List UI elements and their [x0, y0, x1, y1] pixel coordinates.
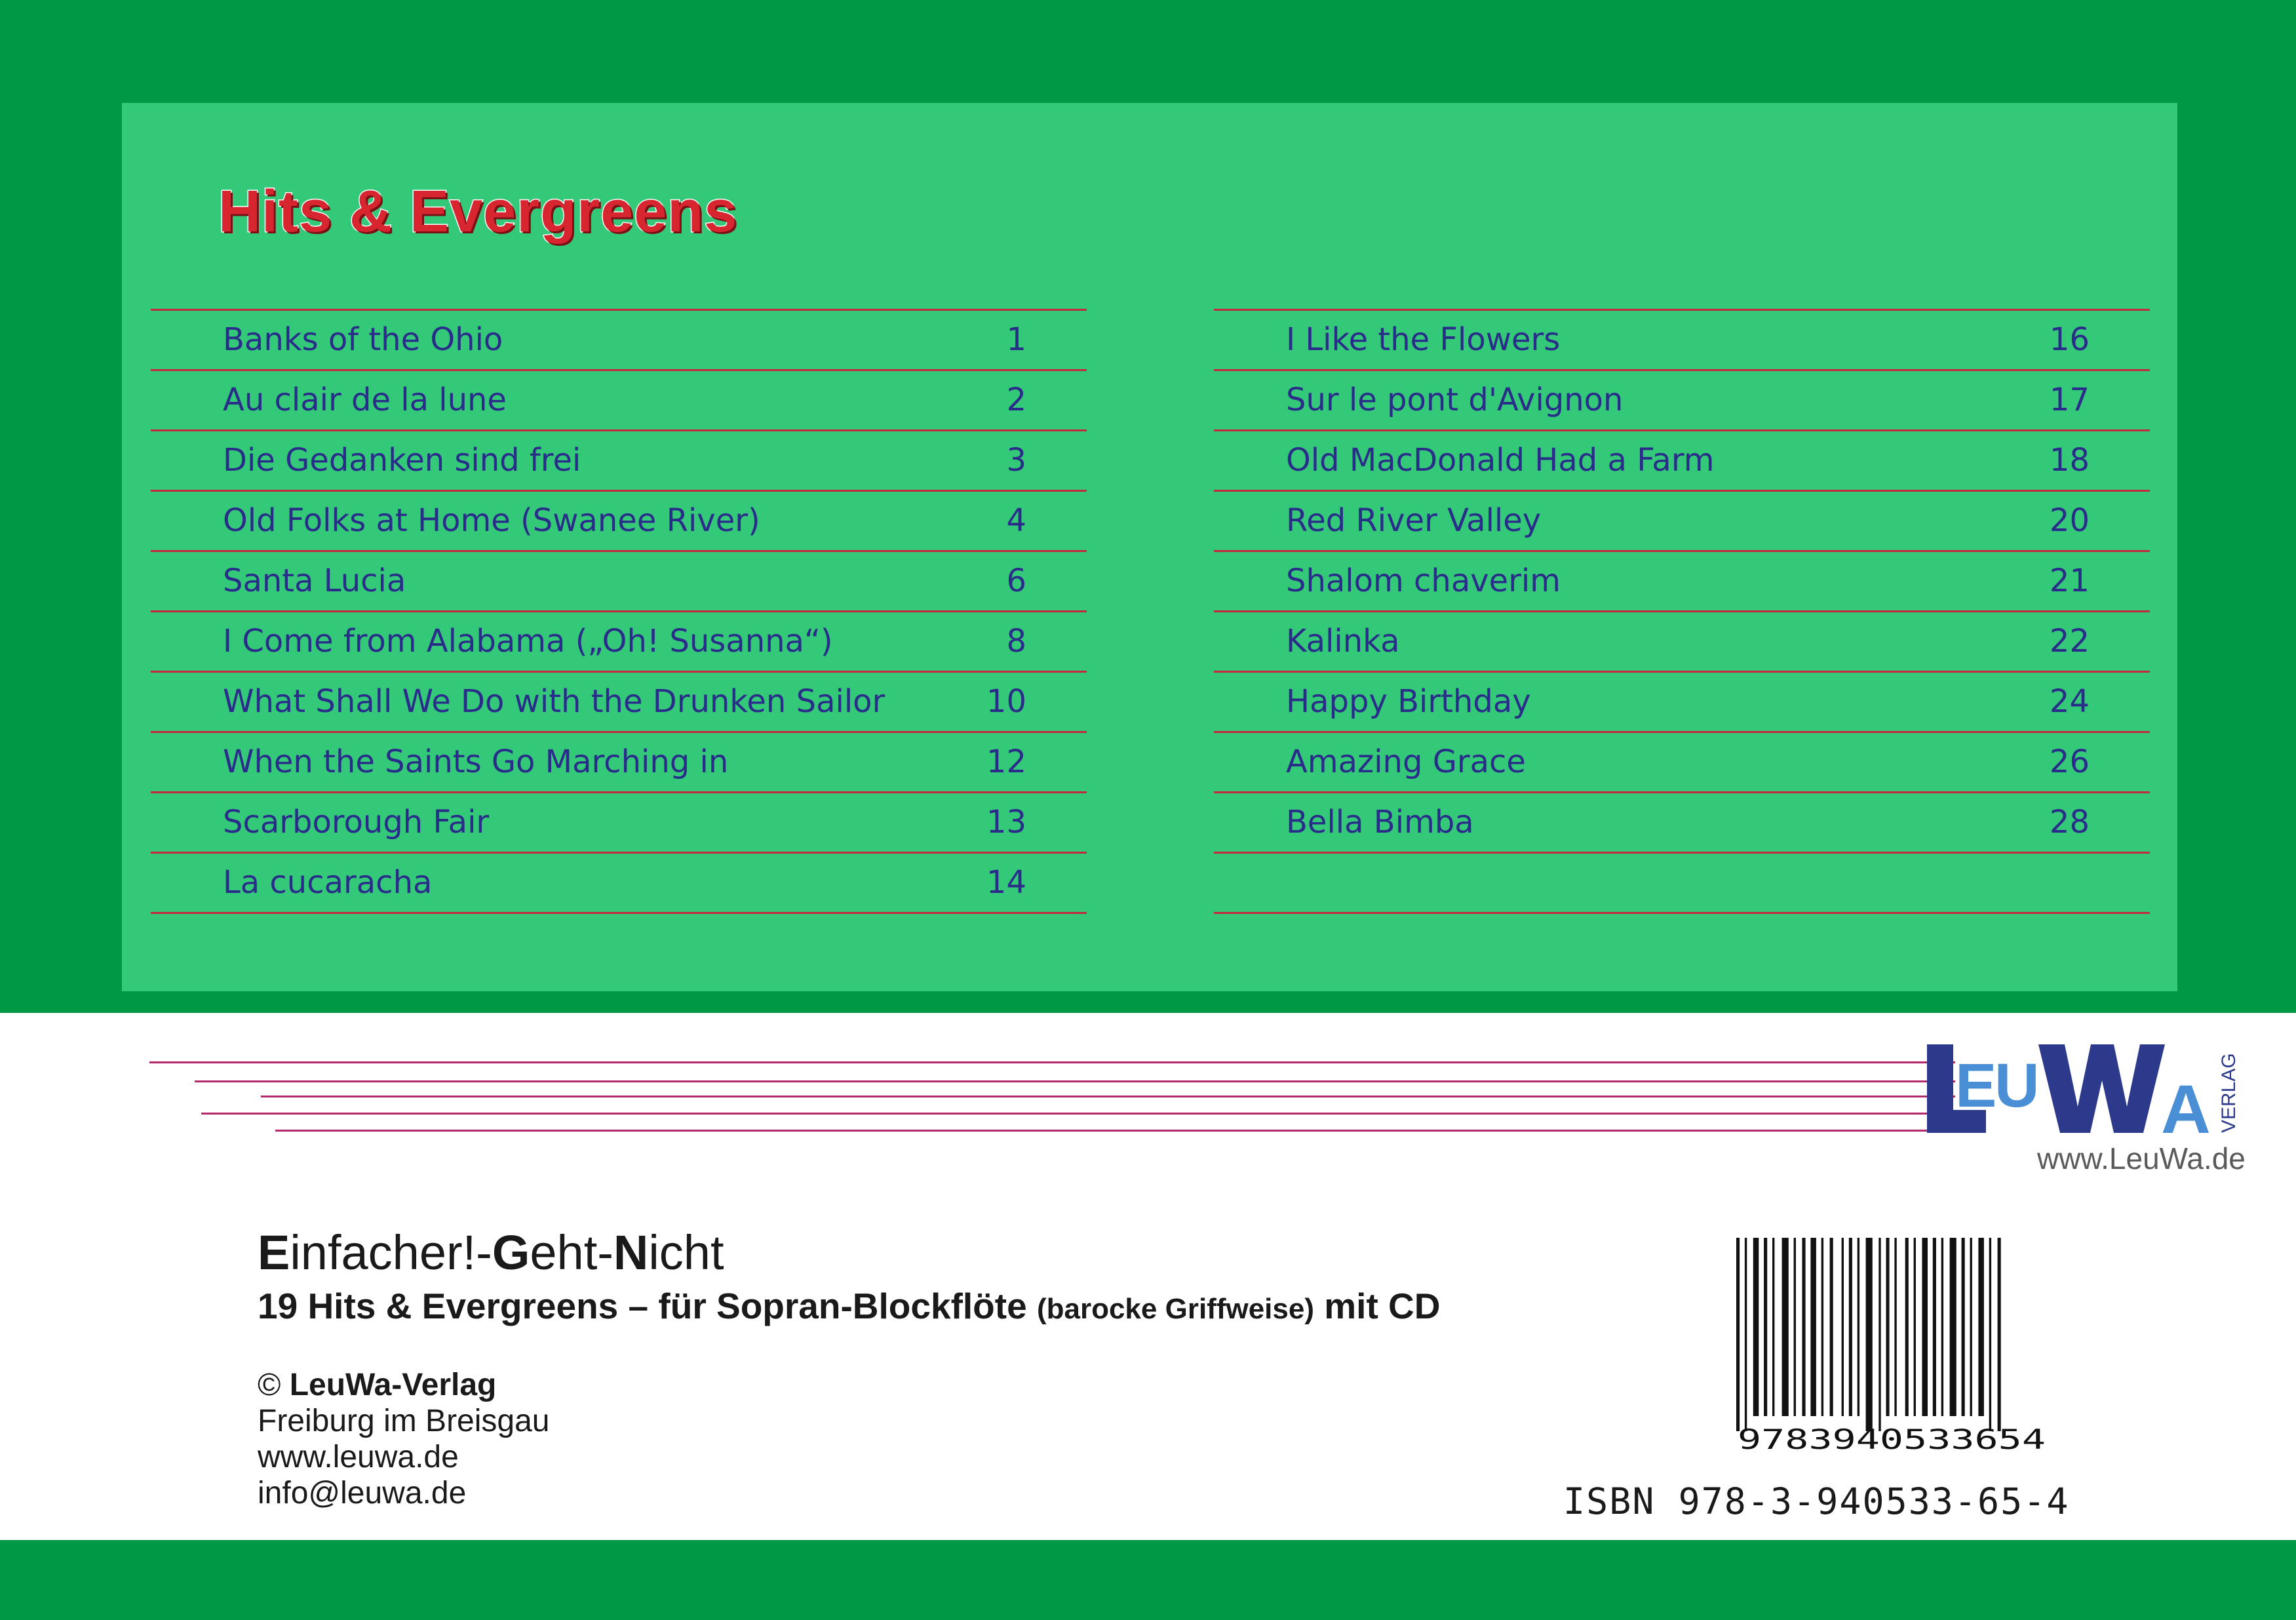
subtitle-end: mit CD: [1313, 1286, 1441, 1326]
book-subtitle: [258, 1285, 1440, 1327]
toc-row: [151, 671, 1087, 731]
page-number: 24: [2049, 683, 2090, 720]
toc-row: [151, 731, 1087, 791]
song-title: Banks of the Ohio: [223, 321, 503, 358]
leuwa-logo: [1924, 1041, 2245, 1139]
page-number: 3: [1006, 442, 1026, 479]
barcode-bar: [1810, 1238, 1816, 1416]
song-title: Kalinka: [1286, 623, 1400, 660]
toc-row: [151, 490, 1087, 550]
publisher-info: [258, 1367, 550, 1511]
barcode-bar: [1905, 1238, 1909, 1416]
barcode-bar: [1736, 1238, 1740, 1431]
page-number: 18: [2049, 442, 2090, 479]
song-title: Die Gedanken sind frei: [223, 442, 581, 479]
barcode-bar: [1914, 1238, 1916, 1416]
page-number: 21: [2049, 563, 2090, 599]
song-title: Au clair de la lune: [223, 382, 507, 418]
barcode-bar: [1772, 1238, 1774, 1416]
logo-letter-a: A: [2161, 1071, 2211, 1139]
barcode-bar: [1878, 1238, 1880, 1431]
toc-row: [151, 550, 1087, 610]
barcode-bar: [1849, 1238, 1852, 1416]
logo-letter-u: U: [1994, 1051, 2040, 1120]
logo-letter-w: [2038, 1044, 2165, 1133]
series-part: infacher!-: [290, 1225, 492, 1280]
barcode-bar: [1858, 1238, 1859, 1416]
publisher-name-line: [258, 1367, 550, 1403]
toc-row: [151, 429, 1087, 490]
page-number: 12: [986, 743, 1026, 780]
toc-row: [1214, 369, 2150, 429]
toc-row: [1214, 610, 2150, 671]
barcode-bar: [1950, 1238, 1956, 1416]
staff-line: [201, 1113, 1955, 1115]
toc-row: [1214, 550, 2150, 610]
barcode-bar: [1794, 1238, 1796, 1416]
barcode-bar: [1998, 1238, 2001, 1431]
publisher-city: Freiburg im Breisgau: [258, 1404, 550, 1438]
toc-row: [151, 610, 1087, 671]
staff-line: [149, 1061, 1955, 1063]
song-title: Santa Lucia: [223, 563, 406, 599]
barcode-bar: [1753, 1238, 1759, 1416]
barcode-digits: 9783940533654: [1738, 1423, 2046, 1454]
page-number: 8: [1006, 623, 1026, 660]
staff-line: [261, 1096, 1955, 1097]
toc-row-empty: [1214, 852, 2150, 914]
barcode-bar: [1970, 1238, 1972, 1416]
barcode-bar: [1962, 1238, 1965, 1416]
barcode-bar: [1764, 1238, 1767, 1416]
song-title: When the Saints Go Marching in: [223, 743, 729, 780]
barcode-bar: [1866, 1238, 1873, 1431]
page-number: 28: [2049, 804, 2090, 840]
song-title: What Shall We Do with the Drunken Sailor: [223, 683, 885, 720]
song-title: La cucaracha: [223, 864, 433, 901]
page-number: 6: [1006, 563, 1026, 599]
series-cap-g: G: [492, 1225, 530, 1280]
subtitle-main: 19 Hits & Evergreens – für Sopran-Blockflöte: [258, 1286, 1037, 1326]
contents-panel: [122, 103, 2177, 991]
barcode-bar: [1922, 1238, 1928, 1416]
series-cap-n: N: [613, 1225, 649, 1280]
bottom-green-band: [0, 1540, 2296, 1620]
barcode-bar: [1978, 1238, 1984, 1416]
page-number: 26: [2049, 743, 2090, 780]
publisher-website[interactable]: www.leuwa.de: [258, 1440, 459, 1474]
page-number: 14: [986, 864, 1026, 901]
song-title: Old Folks at Home (Swanee River): [223, 502, 760, 539]
song-title: Scarborough Fair: [223, 804, 490, 840]
song-title: Shalom chaverim: [1286, 563, 1561, 599]
toc-row: [1214, 490, 2150, 550]
page-number: 22: [2049, 623, 2090, 660]
series-title: [258, 1225, 724, 1280]
page-number: 17: [2049, 382, 2090, 418]
publisher-name: LeuWa-Verlag: [289, 1368, 497, 1402]
toc-row: [1214, 791, 2150, 852]
song-title: I Come from Alabama („Oh! Susanna“): [223, 623, 833, 660]
toc-row: [151, 791, 1087, 852]
toc-row: [1214, 671, 2150, 731]
publisher-email[interactable]: info@leuwa.de: [258, 1476, 467, 1511]
page-number: 2: [1006, 382, 1026, 418]
song-title: Happy Birthday: [1286, 683, 1531, 720]
logo-website[interactable]: www.LeuWa.de: [2037, 1141, 2246, 1175]
contents-title: Hits & Evergreens: [218, 179, 738, 245]
barcode: [1734, 1238, 2068, 1454]
barcode-bars: [1736, 1238, 2001, 1431]
barcode-bar: [1886, 1238, 1890, 1416]
page-number: 16: [2049, 321, 2090, 358]
page-number: 10: [986, 683, 1026, 720]
barcode-bar: [1894, 1238, 1896, 1416]
barcode-bar: [1802, 1238, 1806, 1416]
song-title: Red River Valley: [1286, 502, 1542, 539]
song-title: Sur le pont d'Avignon: [1286, 382, 1624, 418]
barcode-bar: [1745, 1238, 1747, 1431]
staff-line: [195, 1080, 1955, 1082]
isbn-number: ISBN 978-3-940533-65-4: [1563, 1480, 2070, 1522]
song-title: Amazing Grace: [1286, 743, 1526, 780]
toc-left-column: [151, 309, 1087, 914]
subtitle-note: (barocke Griffweise): [1036, 1293, 1314, 1325]
staff-line: [275, 1130, 1955, 1132]
page-number: 13: [986, 804, 1026, 840]
toc-row: [151, 852, 1087, 914]
toc-right-column: [1214, 309, 2150, 914]
toc-row: [1214, 309, 2150, 369]
song-title: Old MacDonald Had a Farm: [1286, 442, 1715, 479]
page-number: 1: [1006, 321, 1026, 358]
series-part: eht-: [530, 1225, 613, 1280]
barcode-bar: [1821, 1238, 1823, 1416]
copyright-icon: ©: [258, 1368, 281, 1402]
toc-row: [151, 309, 1087, 369]
logo-verlag-text: VERLAG: [2218, 1053, 2240, 1133]
logo-letter-e: E: [1955, 1051, 1997, 1120]
song-title: I Like the Flowers: [1286, 321, 1561, 358]
series-cap-e: E: [258, 1225, 290, 1280]
page-number: 20: [2049, 502, 2090, 539]
barcode-bar: [1782, 1238, 1789, 1416]
page-number: 4: [1006, 502, 1026, 539]
toc-row: [1214, 429, 2150, 490]
barcode-bar: [1830, 1238, 1833, 1416]
barcode-bar: [1933, 1238, 1936, 1416]
series-part: icht: [648, 1225, 724, 1280]
barcode-bar: [1842, 1238, 1844, 1416]
toc-row: [151, 369, 1087, 429]
barcode-bar: [1989, 1238, 1991, 1431]
song-title: Bella Bimba: [1286, 804, 1474, 840]
toc-row: [1214, 731, 2150, 791]
barcode-bar: [1941, 1238, 1943, 1416]
